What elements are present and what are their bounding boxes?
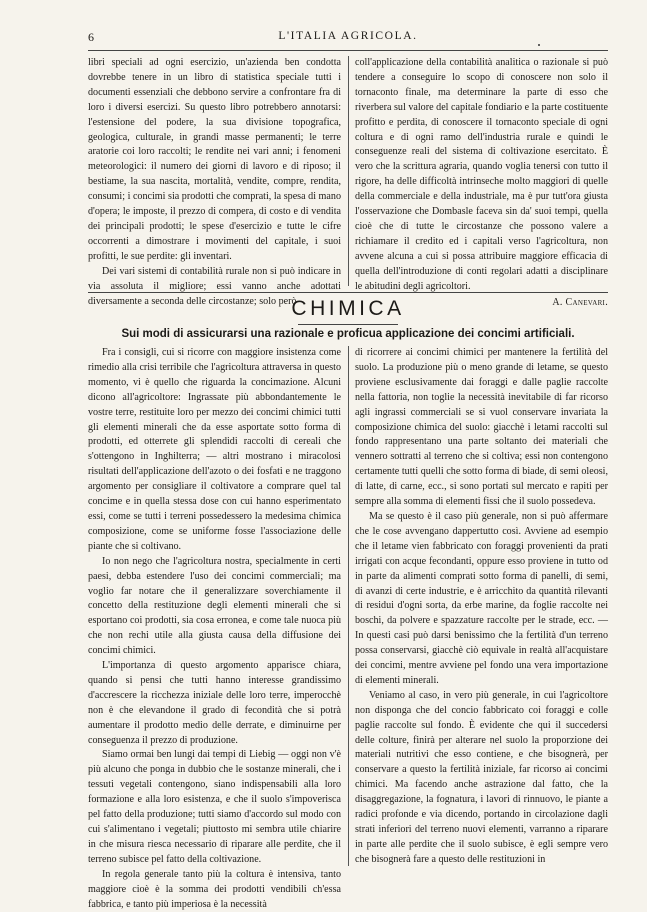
header-rule bbox=[88, 50, 608, 51]
page-header bbox=[88, 30, 608, 48]
column-rule-bottom bbox=[348, 346, 349, 866]
paragraph: Siamo ormai ben lungi dai tempi di Liebig — oggi non v'è più alcuno che ponga in dubbio che le sostanze minerali, che i tessuti vegetali contengono, siano indispensabili alla loro formazione e alla loro esistenza, e che il suolo s'impoverisca pel fatto della produzione; tutti siamo d'accordo sul modo con cui s'alimentano i vegetali; piuttosto mi sembra utile chiarire in che misura riesca necessario di riparare alle perdite, che il terreno subisce pel fatto della coltivazione. bbox=[88, 749, 341, 865]
paragraph: Ma se questo è il caso più generale, non si può affermare che le cose avvengano dappertutto così. Avviene ad esempio che il letame vien fabbricato con foraggi provenienti da prati irrigati con acque fecondanti, oppure esso proviene in tutto od in parte da alimenti comprati sotto forma di panelli, di semi, di avanzi di certe industrie, e è arricchito da quantità rilevanti di residui d'ogni sorta, da erbe marine, da foglie raccolte nei boschi, da polvere e spazzature raccolte per le strade, ecc. — In questi casi può darsi benissimo che la fertilità d'un terreno possa conservarsi, giacchè ciò equivale in realtà all'acquistare dei concimi, mentre avviene pel fondo una vera importazione di elementi minerali. bbox=[355, 510, 608, 686]
paragraph: libri speciali ad ogni esercizio, un'azienda ben condotta dovrebbe tenere in un libro di statistica speciale tutti i documenti essenziali che debbono servire a confrontare fra di loro i diversi esercizi. Su questo libro potrebbero annotarsi: l'estensione del podere, la sua divisione topografica, geologica, culturale, in grandi masse permanenti; le terre aratorie coi loro raccolti; le rendite nei vari anni; i fenomeni meteorologici: il numero dei giorni di lavoro e di riposo; il bestiame, la sua nascita, mortalità, vendite, compre, rendita, consumi; i concimi sia prodotti che comprati, la spesa di mano d'opera; le imposte, il prezzo di compera, di costo e di vendita dei principali prodotti; le spese d'esercizio e tutte le cifre occorrenti a dimostrare i movimenti del capitale, i suoi profitti, le sue perdite: gli inventari. bbox=[88, 57, 341, 262]
paragraph: L'importanza di questo argomento apparisce chiara, quando si pensi che tutti hanno interesse grandissimo d'accrescere la ricchezza iniziale delle loro terre, imperocchè non è che elevandone il grado di fecondità che si potrà aumentare il prodotto medio delle derrate, e diminuirne per conseguenza il prezzo di produzione. bbox=[88, 660, 341, 746]
section-title: CHIMICA bbox=[291, 297, 405, 320]
running-title: L'ITALIA AGRICOLA. bbox=[278, 30, 418, 42]
paragraph: di ricorrere ai concimi chimici per mantenere la fertilità del suolo. La produzione più o meno grande di letame, se questo proviene esclusivamente dai foraggi e dalle paglie raccolte nella fattoria, non toglie la necessità inevitabile di far ricorso agli ingrassi commerciali se si vuol conservare invariata la composizione chimica del suolo: giacchè i letami raccolti sul fondo rappresentano una parte soltanto dei materiali che vennero sottratti al terreno che si coltiva; essi non contengono certamente tutti quelli che sotto forma di biade, di semi oleosi, di latte, di carne, ecc., si sono portati sul mercato e rapiti per sempre alla somma di elementi fissi che il suolo possedeva. bbox=[355, 347, 608, 508]
top-left-column bbox=[88, 56, 341, 309]
author-signature: A. Canevari. bbox=[552, 296, 608, 308]
top-right-column bbox=[355, 56, 608, 310]
paragraph: Veniamo al caso, in vero più generale, in cui l'agricoltore non disponga che del concio fabbricato coi foraggi e colle paglie raccolte sul fondo. È evidente che qui il succedersi delle colture, finirà per alterare nel suolo la proporzione dei materiali nutritivi che esso contiene, e che bisognerà, per conservare a questo la fertilità iniziale, far ricorso ai concimi chimici. Ma facendo anche astrazione dal fatto, che la disaggregazione, la fognatura, i lavori di rinnuovo, le piante a radici profonde e via dicendo, portando in circolazione dagli strati inferiori del terreno nuovi elementi, varranno a riparare in parte alle perdite che il suolo subisce, è egli sempre vero che bisognerà fare a questo delle restituzioni in bbox=[355, 689, 608, 865]
section-rule bbox=[88, 292, 608, 293]
bottom-right-column bbox=[355, 346, 608, 868]
paragraph: coll'applicazione della contabilità analitica o razionale si può tendere a conseguire lo scopo di conoscere non solo il tornaconto finale, ma determinare la parte di esso che riverbera sul valore del capitale fondiario e la parte costituente profitto e perdita, di conoscere il tornaconto speciale di ogni coltura e di ogni ramo dell'industria rurale e quindi le conseguenze reali del sistema di coltivazione esercitato. È vero che la scrittura agraria, quando voglia tenersi con tutto il rigore, ha delle difficoltà intrinseche molto maggiori di quelle della commerciale e della industriale, ma è pur tutt'ora giusta l'osservazione che Dombasle faceva sin da' suoi tempi, quella cioè che di tutte le circostanze che possono valere a richiamare il credito ed i capitali verso l'agricoltura, non avvene alcuna a cui si possa attribuire maggiore efficacia di quella dell'introduzione di conti regolari adatti a disciplinare le abitudini degli agricoltori. bbox=[355, 57, 608, 292]
article-title: Sui modi di assicurarsi una razionale e proficua applicazione dei concimi artificiali. bbox=[121, 328, 575, 340]
paragraph: Fra i consigli, cui si ricorre con maggiore insistenza come rimedio alla crisi terribile che l'agricoltura attraversa in questo momento, vi è quello che riguarda la concimazione. Alcuni dicono all'agricoltore: Ingrassate più abbondantemente le vostre terre, restituite loro per mezzo dei concimi chimici tutti gli elementi minerali che da esse asportate sotto forma di prodotti, ed otterrete gli splendidi raccolti di cereali che s'ottengono in Inghilterra; — altri mostrano i miracolosi risultati dell'applicazione dell'azoto o dei fosfati e ne traggono argomento per consigliare il coltivatore a comprare quel tal concime e in quella stessa dose con cui hanno esperimentato essi, come se tutti i terreni possedessero la medesima chimica composizione, come se uniforme fosse l'associazione delle piante che si coltivano. bbox=[88, 347, 341, 552]
bottom-left-column bbox=[88, 346, 341, 912]
paragraph: Dei vari sistemi di contabilità rurale non si può indicare in via assoluta il migliore; essi vanno anche adottati diversamente a seconda delle circostanze; solo però bbox=[88, 265, 341, 307]
section-title-underline bbox=[298, 324, 398, 325]
column-rule-top bbox=[348, 56, 349, 286]
page-number: 6 bbox=[88, 30, 94, 44]
header-dot bbox=[538, 44, 540, 46]
paragraph: In regola generale tanto più la coltura è intensiva, tanto maggiore cioè è la somma dei prodotti vendibili ch'essa fabbrica, e tanto più imperiosa è la necessità bbox=[88, 868, 341, 910]
paragraph: Io non nego che l'agricoltura nostra, specialmente in certi paesi, debba estendere l'uso dei concimi commerciali; ma voglio far notare che il generalizzare soverchiamente il concetto della restituzione degli elementi minerali che si esportano coi prodotti, sia cosa erronea, e come tale nuoca più che non rechi utile alla giusta causa della diffusione dei concimi chimici. bbox=[88, 555, 341, 657]
